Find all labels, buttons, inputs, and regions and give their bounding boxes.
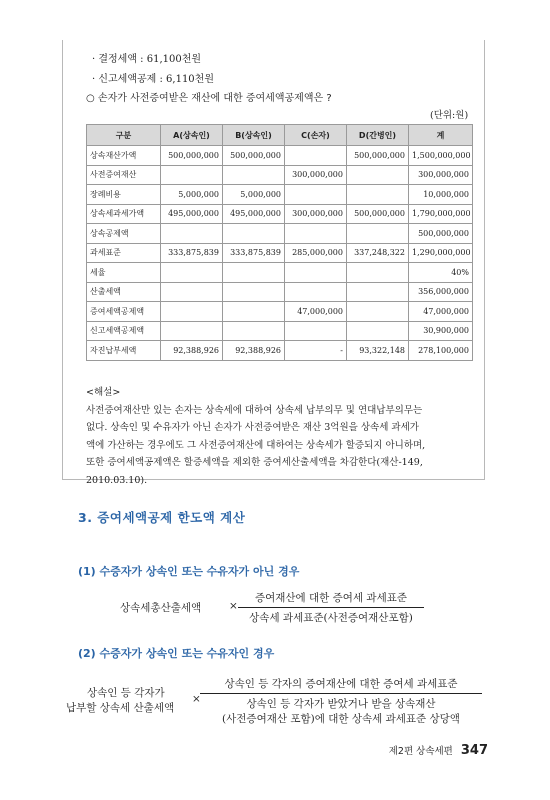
- cell: 285,000,000: [285, 243, 347, 263]
- table-row: [87, 263, 473, 283]
- fraction-bar: [200, 693, 482, 694]
- table-row: [87, 243, 473, 263]
- cell: 278,100,000: [409, 341, 473, 361]
- table-row: [87, 302, 473, 322]
- explanation: [86, 384, 476, 489]
- sub1-numerator: 증여재산에 대한 증여세 과세표준: [254, 592, 407, 604]
- explanation-line: 액에 가산하는 경우에도 그 사전증여재산에 대하여는 상속세가 할증되지 아니하며,: [86, 439, 426, 451]
- sub2-left-line1: 상속인 등 각자가: [87, 687, 165, 699]
- row-label: 과세표준: [87, 243, 161, 263]
- cell: [347, 185, 409, 205]
- cell: [347, 263, 409, 283]
- question-line: ○ 손자가 사전증여받은 재산에 대한 증여세액공제액은 ?: [86, 93, 332, 104]
- table-row: [87, 165, 473, 185]
- sub1-title: (1) 수증자가 상속인 또는 수유자가 아닌 경우: [78, 565, 300, 578]
- report-credit-line: · 신고세액공제 : 6,110천원: [92, 74, 214, 85]
- cell: [285, 321, 347, 341]
- explanation-line: 또한 증여세액공제액은 할증세액을 제외한 증여세산출세액을 차감한다(재산-149,: [86, 457, 423, 468]
- cell: 495,000,000: [223, 204, 285, 224]
- row-label: 상속재산가액: [87, 146, 161, 166]
- cell: [285, 146, 347, 166]
- cell: 300,000,000: [409, 165, 473, 185]
- cell: [347, 302, 409, 322]
- cell: [347, 165, 409, 185]
- row-label: 증여세액공제액: [87, 302, 161, 322]
- cell: 500,000,000: [347, 146, 409, 166]
- table-row: [87, 224, 473, 244]
- row-label: 신고세액공제액: [87, 321, 161, 341]
- cell: [347, 224, 409, 244]
- explanation-line: 없다. 상속인 및 수유자가 아닌 손자가 사전증여받은 재산 3억원을 상속세 과세가: [86, 422, 419, 433]
- cell: 30,900,000: [409, 321, 473, 341]
- cell: 500,000,000: [161, 146, 223, 166]
- table-row: [87, 204, 473, 224]
- cell: [223, 263, 285, 283]
- cell: [285, 282, 347, 302]
- header-a: A(상속인): [161, 125, 223, 146]
- row-label: 상속세과세가액: [87, 204, 161, 224]
- cell: 300,000,000: [285, 165, 347, 185]
- sub1-denominator: 상속세 과세표준(사전증여재산포함): [249, 612, 413, 624]
- cell: 92,388,926: [161, 341, 223, 361]
- cell: [223, 282, 285, 302]
- cell: [223, 165, 285, 185]
- cell: 1,500,000,000: [409, 146, 473, 166]
- cell: [161, 263, 223, 283]
- cell: [223, 321, 285, 341]
- chapter-label: 제2편 상속세편: [388, 746, 453, 757]
- sub1-fraction: [238, 590, 424, 625]
- section-title: 3. 증여세액공제 한도액 계산: [78, 510, 246, 525]
- sub1-times: ×: [229, 600, 238, 612]
- sub2-left-line2: 납부할 상속세 산출세액: [66, 702, 175, 714]
- fraction-bar: [238, 607, 424, 608]
- cell: 356,000,000: [409, 282, 473, 302]
- cell: 47,000,000: [285, 302, 347, 322]
- cell: 40%: [409, 263, 473, 283]
- header-category: 구분: [87, 125, 161, 146]
- sub2-numerator: 상속인 등 각자의 증여재산에 대한 증여세 과세표준: [224, 678, 458, 690]
- cell: 500,000,000: [409, 224, 473, 244]
- header-d: D(간병인): [347, 125, 409, 146]
- sub2-fraction: [200, 676, 482, 726]
- explanation-line: 2010.03.10).: [86, 474, 148, 486]
- cell: 333,875,839: [223, 243, 285, 263]
- explanation-line: 사전증여재산만 있는 손자는 상속세에 대하여 상속세 납부의무 및 연대납부의무는: [86, 404, 423, 416]
- cell: [223, 224, 285, 244]
- cell: 500,000,000: [347, 204, 409, 224]
- table-row: [87, 282, 473, 302]
- cell: 1,790,000,000: [409, 204, 473, 224]
- cell: [161, 224, 223, 244]
- page-number: 347: [460, 743, 488, 758]
- explanation-heading: <해설>: [86, 387, 121, 398]
- cell: 1,290,000,000: [409, 243, 473, 263]
- row-label: 상속공제액: [87, 224, 161, 244]
- cell: [285, 185, 347, 205]
- cell: 10,000,000: [409, 185, 473, 205]
- tax-table: [86, 124, 473, 361]
- cell: [161, 321, 223, 341]
- row-label: 장례비용: [87, 185, 161, 205]
- sub2-denominator-line2: (사전증여재산 포함)에 대한 상속세 과세표준 상당액: [222, 713, 460, 725]
- cell: [285, 224, 347, 244]
- cell: [347, 282, 409, 302]
- cell: 337,248,322: [347, 243, 409, 263]
- cell: 500,000,000: [223, 146, 285, 166]
- cell: 300,000,000: [285, 204, 347, 224]
- row-label: 자진납부세액: [87, 341, 161, 361]
- sub2-title: (2) 수증자가 상속인 또는 수유자인 경우: [78, 647, 275, 660]
- cell: [161, 165, 223, 185]
- header-b: B(상속인): [223, 125, 285, 146]
- header-c: C(손자): [285, 125, 347, 146]
- table-row: [87, 185, 473, 205]
- row-label: 세율: [87, 263, 161, 283]
- cell: [285, 263, 347, 283]
- cell: 5,000,000: [161, 185, 223, 205]
- sub2-denominator-line1: 상속인 등 각자가 받았거나 받을 상속재산: [246, 698, 436, 710]
- page-footer: [389, 743, 488, 758]
- sub1-left-term: 상속세총산출세액: [120, 602, 202, 614]
- cell: -: [285, 341, 347, 361]
- cell: [161, 302, 223, 322]
- cell: 93,322,148: [347, 341, 409, 361]
- cell: 5,000,000: [223, 185, 285, 205]
- cell: [347, 321, 409, 341]
- row-label: 사전증여재산: [87, 165, 161, 185]
- cell: 495,000,000: [161, 204, 223, 224]
- table-row: [87, 146, 473, 166]
- determined-tax-line: · 결정세액 : 61,100천원: [92, 54, 202, 65]
- cell: 92,388,926: [223, 341, 285, 361]
- table-row: [87, 341, 473, 361]
- unit-label: (단위:원): [430, 110, 469, 121]
- cell: 333,875,839: [161, 243, 223, 263]
- row-label: 산출세액: [87, 282, 161, 302]
- table-header-row: [87, 125, 473, 146]
- cell: [223, 302, 285, 322]
- header-total: 계: [409, 125, 473, 146]
- cell: [161, 282, 223, 302]
- cell: 47,000,000: [409, 302, 473, 322]
- table-row: [87, 321, 473, 341]
- sub2-times: ×: [192, 693, 201, 705]
